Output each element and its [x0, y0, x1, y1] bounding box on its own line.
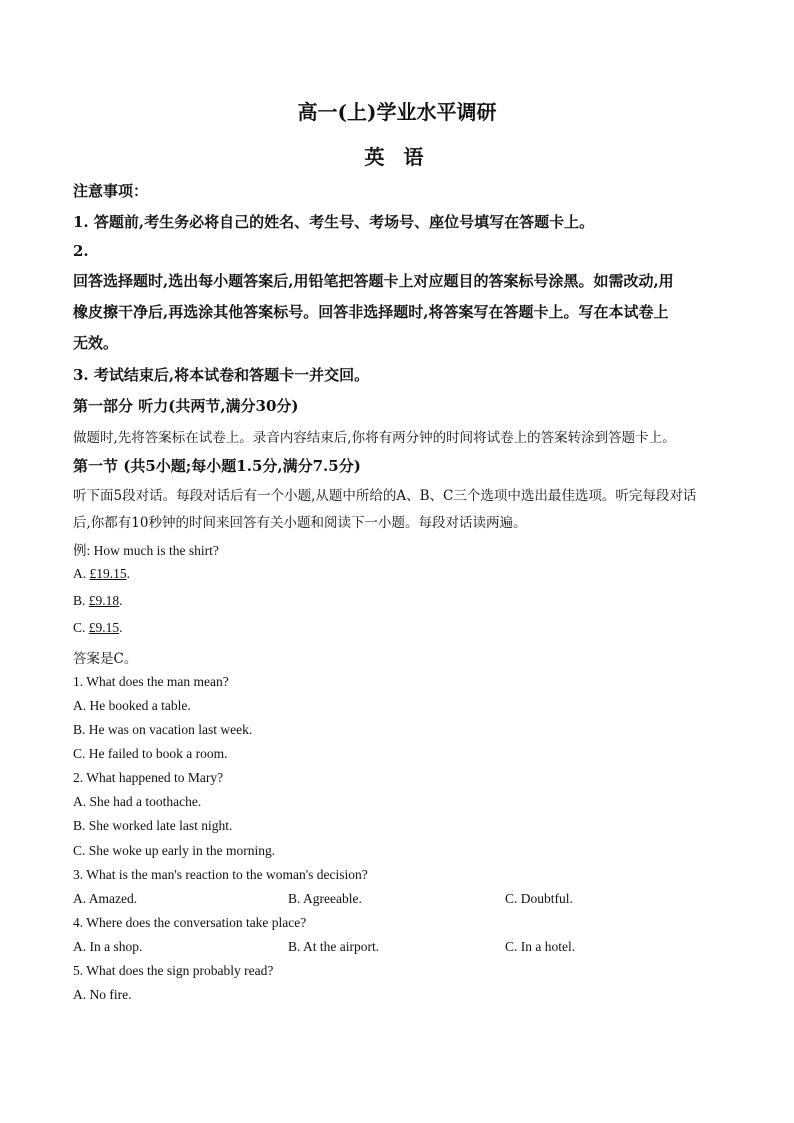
part1-heading: 第一部分 听力(共两节,满分30分) [73, 397, 299, 415]
period: . [119, 620, 123, 635]
option-value: £9.15 [88, 620, 120, 635]
question-3-option-c: C. Doubtful. [505, 891, 573, 906]
notice-item-2-number: 2. [73, 242, 89, 260]
question-1-option-b: B. He was on vacation last week. [73, 722, 253, 737]
question-3-option-b: B. Agreeable. [288, 891, 362, 906]
question-2-option-c: C. She woke up early in the morning. [73, 843, 276, 858]
period: . [126, 566, 130, 581]
option-value: £9.18 [88, 593, 120, 608]
option-label: A. [73, 566, 87, 581]
example-question: 例: How much is the shirt? [73, 543, 219, 558]
question-3-option-a: A. Amazed. [73, 891, 138, 906]
example-answer: 答案是C。 [73, 651, 138, 667]
example-option-a [73, 566, 130, 582]
exam-title: 高一(上)学业水平调研 [297, 100, 497, 124]
question-5: 5. What does the sign probably read? [73, 963, 274, 978]
question-4: 4. Where does the conversation take place? [73, 915, 307, 930]
notice-item-3: 3. 考试结束后,将本试卷和答题卡一并交回。 [73, 366, 370, 384]
question-2-option-b: B. She worked late last night. [73, 818, 233, 833]
period: . [119, 593, 123, 608]
example-option-c [73, 620, 123, 636]
question-5-option-a: A. No fire. [73, 987, 132, 1002]
notice-item-2-line-1: 回答选择题时,选出每小题答案后,用铅笔把答题卡上对应题目的答案标号涂黑。如需改动,用 [73, 272, 674, 290]
question-2: 2. What happened to Mary? [73, 770, 224, 785]
notice-heading: 注意事项： [73, 182, 149, 200]
section1-instruction-line-2: 后,你都有10秒钟的时间来回答有关小题和阅读下一小题。每段对话读两遍。 [73, 515, 527, 531]
notice-item-2-line-2: 橡皮擦干净后,再选涂其他答案标号。回答非选择题时,将答案写在答题卡上。写在本试卷上 [73, 303, 669, 321]
question-2-option-a: A. She had a toothache. [73, 794, 202, 809]
example-option-b [73, 593, 123, 609]
question-3: 3. What is the man's reaction to the woman's decision? [73, 867, 368, 882]
option-label: B. [73, 593, 86, 608]
subject-title: 英 语 [364, 145, 430, 169]
option-label: C. [73, 620, 86, 635]
question-4-option-c: C. In a hotel. [505, 939, 576, 954]
notice-item-2-line-3: 无效。 [73, 334, 119, 352]
question-1: 1. What does the man mean? [73, 674, 229, 689]
section1-heading: 第一节 (共5小题;每小题1.5分,满分7.5分) [73, 457, 361, 475]
option-value: £19.15 [89, 566, 127, 581]
notice-item-1: 1. 答题前,考生务必将自己的姓名、考生号、考场号、座位号填写在答题卡上。 [73, 213, 595, 231]
question-4-option-a: A. In a shop. [73, 939, 143, 954]
part1-instruction: 做题时,先将答案标在试卷上。录音内容结束后,你将有两分钟的时间将试卷上的答案转涂到答题卡上。 [73, 430, 676, 446]
question-1-option-a: A. He booked a table. [73, 698, 191, 713]
question-1-option-c: C. He failed to book a room. [73, 746, 228, 761]
section1-instruction-line-1: 听下面5段对话。每段对话后有一个小题,从题中所给的A、B、C三个选项中选出最佳选项。听完每段对话 [73, 488, 697, 504]
question-4-option-b: B. At the airport. [288, 939, 380, 954]
